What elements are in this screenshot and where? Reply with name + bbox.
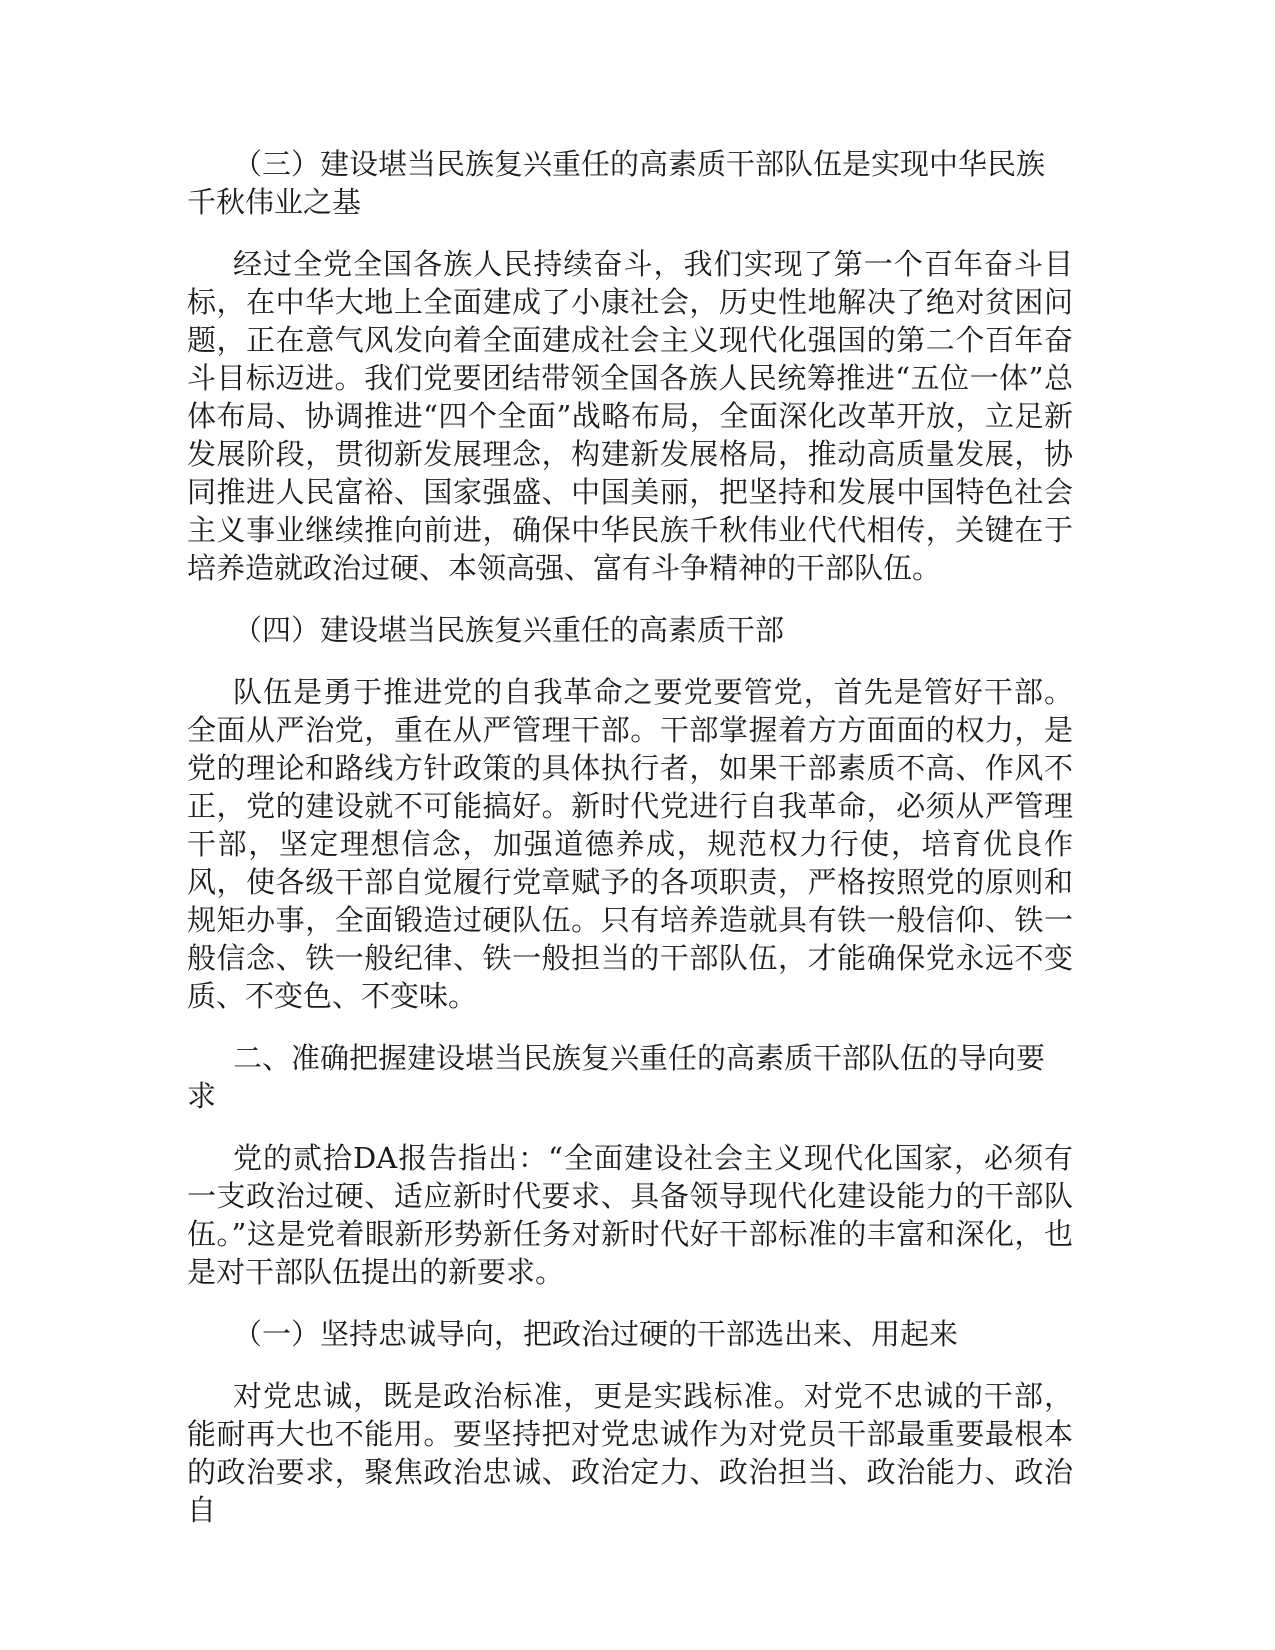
document-body <box>187 145 1073 1553</box>
paragraph-1: 经过全党全国各族人民持续奋斗，我们实现了第一个百年奋斗目标，在中华大地上全面建成了小康社会，历史性地解决了绝对贫困问题，正在意气风发向着全面建成社会主义现代化强国的第二个百年奋斗目标迈进。我们党要团结带领全国各族人民统筹推进“五位一体”总体布局、协调推进“四个全面”战略布局，全面深化改革开放，立足新发展阶段，贯彻新发展理念，构建新发展格局，推动高质量发展，协同推进人民富裕、国家强盛、中国美丽，把坚持和发展中国特色社会主义事业继续推向前进，确保中华民族千秋伟业代代相传，关键在于培养造就政治过硬、本领高强、富有斗争精神的干部队伍。 <box>187 247 1073 585</box>
section-heading-3: （三）建设堪当民族复兴重任的高素质干部队伍是实现中华民族千秋伟业之基 <box>187 147 1046 219</box>
paragraph-3: 党的贰拾DA报告指出：“全面建设社会主义现代化国家，必须有一支政治过硬、适应新时代要求、具备领导现代化建设能力的干部队伍。”这是党着眼新形势新任务对新时代好干部标准的丰富和深化，也是对干部队伍提出的新要求。 <box>187 1141 1073 1289</box>
section-heading-4: （四）建设堪当民族复兴重任的高素质干部 <box>233 613 785 647</box>
paragraph-4: 对党忠诚，既是政治标准，更是实践标准。对党不忠诚的干部，能耐再大也不能用。要坚持把对党忠诚作为对党员干部最重要最根本的政治要求，聚焦政治忠诚、政治定力、政治担当、政治能力、政治自 <box>187 1379 1073 1527</box>
paragraph-2: 队伍是勇于推进党的自我革命之要党要管党，首先是管好干部。全面从严治党，重在从严管理干部。干部掌握着方方面面的权力，是党的理论和路线方针政策的具体执行者，如果干部素质不高、作风不正，党的建设就不可能搞好。新时代党进行自我革命，必须从严管理干部，坚定理想信念，加强道德养成，规范权力行使，培育优良作风，使各级干部自觉履行党章赋予的各项职责，严格按照党的原则和规矩办事，全面锻造过硬队伍。只有培养造就具有铁一般信仰、铁一般信念、铁一般纪律、铁一般担当的干部队伍，才能确保党永远不变质、不变色、不变味。 <box>187 675 1073 1013</box>
chapter-heading-2: 二、准确把握建设堪当民族复兴重任的高素质干部队伍的导向要求 <box>187 1041 1046 1113</box>
section-heading-1: （一）坚持忠诚导向，把政治过硬的干部选出来、用起来 <box>233 1317 959 1351</box>
